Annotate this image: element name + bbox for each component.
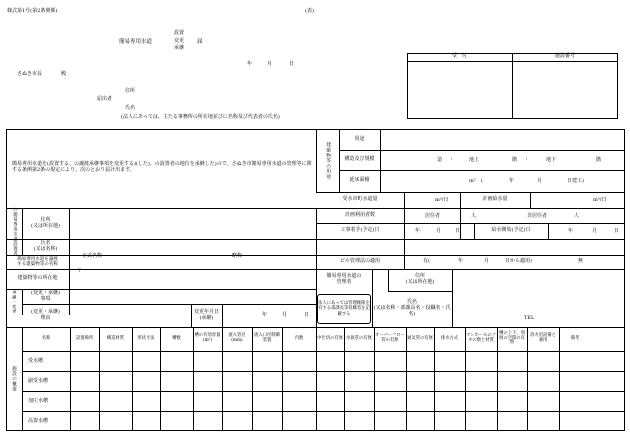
title-option-succession: 承継 (174, 45, 185, 51)
overview-cell[interactable] (528, 352, 558, 370)
overview-cell[interactable] (194, 412, 221, 430)
overview-cell[interactable] (560, 392, 590, 410)
postal-mark: 〒 (77, 268, 83, 274)
overview-cell[interactable] (253, 372, 281, 390)
floor-paren: ( (481, 178, 483, 184)
change-day: 日 (304, 312, 310, 318)
overview-cell[interactable] (194, 392, 221, 410)
overview-cell[interactable] (375, 392, 405, 410)
overview-cell[interactable] (194, 352, 221, 370)
overview-cell[interactable] (161, 372, 192, 390)
overview-cell[interactable] (528, 392, 558, 410)
overview-col-header: 中仕切の有無 (317, 335, 343, 341)
overview-col-header: 流入口径制御装置 (254, 333, 280, 343)
applicant-name-label: 氏名 (125, 105, 136, 111)
overview-cell[interactable] (71, 392, 98, 410)
overview-cell[interactable] (71, 352, 98, 370)
owner-group-label: の簡易専用水道設置者 (12, 207, 18, 256)
overview-col-header: マンホールのフタの数と材質 (466, 333, 496, 343)
owner-name-label: 氏名 (又は名称) (33, 240, 58, 252)
overview-cell[interactable] (435, 412, 464, 430)
overview-col-header: 設置場所 (75, 335, 94, 341)
overview-cell[interactable] (100, 372, 131, 390)
overview-cell[interactable] (283, 372, 315, 390)
applicant-corp-note: (法人にあっては、主たる事務所の所在地並びに名称及び代表者の氏名) (121, 114, 280, 120)
overview-cell[interactable] (498, 372, 526, 390)
structure-word-1: 造 (437, 157, 443, 163)
structure-word-4: 地下 (546, 157, 557, 163)
overview-cell[interactable] (223, 372, 251, 390)
overview-cell[interactable] (407, 412, 433, 430)
overview-cell[interactable] (498, 352, 526, 370)
overview-cell[interactable] (71, 412, 98, 430)
overview-cell[interactable] (375, 412, 405, 430)
overview-col-header: 内数 (294, 335, 304, 341)
overview-cell[interactable] (560, 372, 590, 390)
planned-supply-label: 計画給水量 (482, 196, 508, 203)
overview-cell[interactable] (407, 372, 433, 390)
owner-address-label: 住所 (又は所在地) (31, 216, 60, 229)
overview-cell[interactable] (100, 392, 131, 410)
structure-dot-1: ・ (449, 157, 455, 163)
overview-cell[interactable] (528, 412, 558, 430)
overview-cell[interactable] (498, 392, 526, 410)
transfer-label: 簡易専用水道を譲渡 する建築物等の名称 (17, 256, 58, 267)
overview-cell[interactable] (194, 372, 221, 390)
title-prefix: 簡易専用水道 (119, 39, 153, 45)
building-location-label: 建築物等の所在地 (17, 275, 58, 282)
change-reason-label: (変更・承継) 理由 (31, 308, 60, 321)
law-label: ビル管理法の適用 (339, 258, 380, 265)
complete-day: 日 (614, 228, 620, 234)
reception-accept-field[interactable] (408, 62, 511, 118)
change-year: 年 (262, 312, 268, 318)
building-use-label: 用途 (354, 135, 365, 142)
overview-col-header: 形状寸法 (137, 335, 155, 341)
law-month: 月 (484, 258, 490, 264)
overview-cell[interactable] (253, 392, 281, 410)
overview-col-header: 槽の上下、周囲の空間の有無 (499, 330, 525, 346)
law-yes: 有( (423, 258, 430, 264)
short-name-label: 略称 (232, 253, 243, 259)
law-year: 年 (458, 258, 464, 264)
reception-number-label: 施設番号 (554, 53, 575, 60)
overview-cell[interactable] (283, 412, 315, 430)
overview-col-header: 水抜管の有無 (346, 335, 372, 341)
start-year: 年 (415, 228, 421, 234)
reception-number-field[interactable] (513, 62, 617, 118)
overview-col-header: 備考 (570, 335, 580, 341)
addressee-name: さぬき市長 (17, 71, 43, 77)
reception-accept-label: 受 付 (451, 53, 467, 60)
overview-cell[interactable] (100, 412, 131, 430)
change-date-label: 変更年月日 (承継) (193, 308, 219, 321)
owner-address-field[interactable] (70, 209, 315, 238)
overview-cell[interactable] (223, 412, 251, 430)
manager-name-label: 氏名 (又は名称・部課長名・役職名・氏名) (373, 299, 451, 317)
start-day: 日 (455, 228, 461, 234)
change-item-label: (変更・承継) 事項 (31, 289, 60, 302)
building-floor-label: 延床面積 (349, 177, 370, 184)
addressee-honorific: 殿 (61, 71, 67, 77)
overview-cell[interactable] (560, 352, 590, 370)
law-from: 日から適用) (505, 258, 532, 264)
overview-cell[interactable] (466, 352, 496, 370)
structure-word-2: 地上 (469, 157, 480, 163)
building-structure-label: 構造及び規模 (344, 156, 375, 163)
overview-group-label: 施設の概要 (11, 366, 17, 392)
overview-row-label: 受水槽 (28, 358, 44, 364)
building-group-label: 建築物等の用途 (325, 141, 331, 180)
date-day: 日 (289, 61, 295, 67)
overview-cell[interactable] (161, 392, 192, 410)
start-date-label: 工事着手(予定)日 (340, 227, 380, 234)
overview-col-header: 流入管径(mm) (228, 333, 246, 343)
front-label: (表) (305, 8, 314, 14)
date-year: 年 (247, 61, 253, 67)
manager-address-label: 住所 (又は所在地) (405, 273, 435, 285)
applicant-address-label: 住所 (125, 88, 136, 94)
start-month: 月 (436, 228, 442, 234)
overview-cell[interactable] (435, 392, 464, 410)
overview-cell[interactable] (317, 352, 343, 370)
overview-cell[interactable] (435, 352, 464, 370)
overview-cell[interactable] (466, 392, 496, 410)
title-option-setup: 設置 (174, 30, 185, 36)
change-group-label: 承継・変更 (12, 290, 18, 314)
overview-col-header: オーバーフロー管の有無 (375, 333, 405, 343)
overview-cell[interactable] (253, 352, 281, 370)
complete-date-label: 給水開始(予定)日 (491, 227, 531, 234)
law-no: 無 (578, 258, 584, 264)
resident-unit: 人 (471, 213, 477, 219)
planned-supply-unit: m³/日 (593, 197, 607, 203)
applicant-header: 届出者 (97, 96, 113, 102)
overview-cell[interactable] (560, 412, 590, 430)
overview-cell[interactable] (528, 372, 558, 390)
overview-cell[interactable] (466, 372, 496, 390)
overview-cell[interactable] (345, 352, 373, 370)
structure-word-3: 階 (512, 157, 518, 163)
floor-unit: m² (469, 178, 476, 184)
manager-address-field[interactable] (453, 270, 624, 290)
overview-col-header: 名称 (41, 335, 51, 341)
overview-cell[interactable] (317, 412, 343, 430)
change-month: 月 (282, 312, 288, 318)
complete-year: 年 (568, 228, 574, 234)
nonresident-unit: 人 (574, 213, 580, 219)
building-location-field[interactable] (70, 270, 315, 288)
overview-cell[interactable] (133, 392, 159, 410)
form-number: 様式第1号(第2条関係) (7, 8, 58, 14)
overview-cell[interactable] (161, 352, 192, 370)
water-volume-label: 受水市町水道量 (342, 196, 378, 203)
overview-cell[interactable] (133, 352, 159, 370)
overview-cell[interactable] (375, 372, 405, 390)
overview-row-label: 副受水槽 (28, 378, 49, 384)
overview-cell[interactable] (100, 352, 131, 370)
complete-month: 月 (592, 228, 598, 234)
overview-col-header: 槽の有効容量(m³) (194, 333, 221, 343)
overview-row-label: 加圧水槽 (28, 398, 49, 404)
floor-month: 月 (537, 178, 543, 184)
overview-cell[interactable] (435, 372, 464, 390)
floor-year: 年 (509, 178, 515, 184)
title-suffix: 届 (197, 39, 203, 45)
date-month: 月 (267, 61, 273, 67)
overview-cell[interactable] (407, 392, 433, 410)
overview-cell[interactable] (466, 412, 496, 430)
overview-cell[interactable] (133, 412, 159, 430)
body-text: 簡易専用水道を(設置する、の譲渡承継事項を変更する)(した)。の設置者の地位を承継した)ので、さぬき市簡易専用水道の管理等に関する条例第2条の規定により、次のとおり届け出ます。 (12, 161, 312, 173)
manager-label: 簡易専用水道の 管理者 (326, 273, 362, 285)
overview-cell[interactable] (71, 372, 98, 390)
overview-col-header: 構造材質 (106, 335, 125, 341)
overview-col-header: 消火用設備と兼用 (530, 333, 556, 343)
title-option-change: 変更 (174, 38, 185, 44)
resident-label: 居住者 (425, 213, 441, 219)
overview-col-header: 槽数 (172, 335, 181, 341)
water-volume-unit: m³/日 (435, 197, 449, 203)
overview-row-label: 高置水槽 (28, 418, 49, 424)
overview-col-header: 排水方式 (440, 335, 459, 341)
overview-cell[interactable] (375, 352, 405, 370)
owner-name-field[interactable] (70, 240, 315, 254)
overview-cell[interactable] (345, 392, 373, 410)
overview-cell[interactable] (283, 392, 315, 410)
overview-cell[interactable] (317, 372, 343, 390)
corp-manager-note: 法人にあっては管理権限を有する部課長等役職者を記載する (317, 294, 371, 324)
overview-cell[interactable] (498, 412, 526, 430)
formal-name-label: 正式名称 (82, 253, 103, 259)
structure-dot-2: ・ (524, 157, 530, 163)
overview-cell[interactable] (317, 392, 343, 410)
overview-cell[interactable] (345, 412, 373, 430)
overview-cell[interactable] (161, 412, 192, 430)
overview-cell[interactable] (283, 352, 315, 370)
overview-col-header: 通気管の有無 (407, 335, 433, 341)
overview-cell[interactable] (223, 392, 251, 410)
overview-cell[interactable] (223, 352, 251, 370)
nonresident-label: 非居住者 (527, 213, 548, 219)
building-use-field[interactable] (381, 130, 624, 149)
floor-date: 日建工) (567, 178, 584, 184)
tel-label: TEL (524, 315, 535, 321)
overview-cell[interactable] (253, 412, 281, 430)
planned-users-label: 計画利用者数 (344, 211, 375, 218)
structure-word-5: 階 (596, 157, 602, 163)
overview-cell[interactable] (133, 372, 159, 390)
overview-cell[interactable] (345, 372, 373, 390)
overview-cell[interactable] (407, 352, 433, 370)
